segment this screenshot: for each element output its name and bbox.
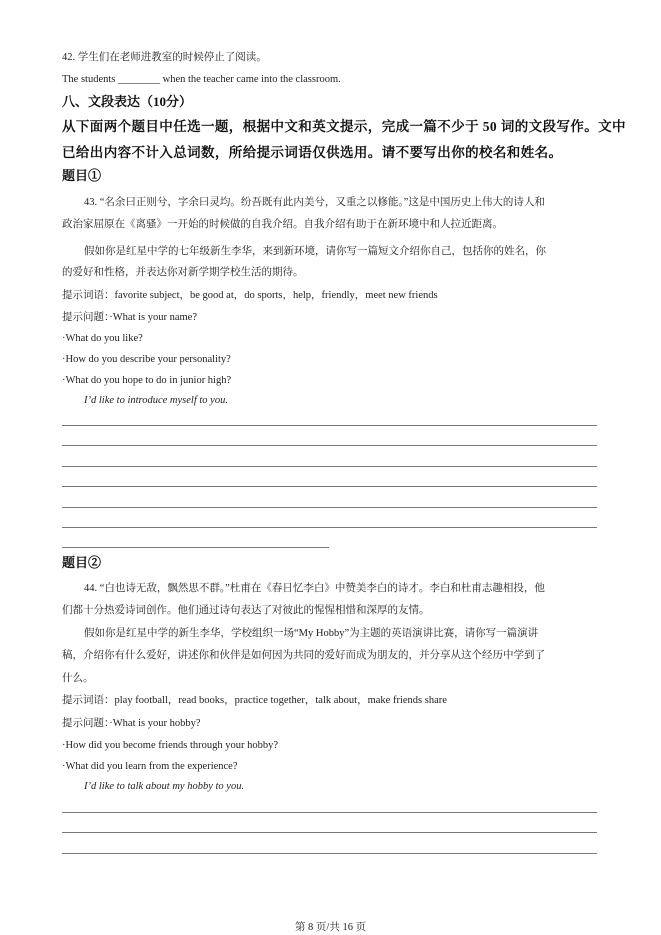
topic2-hint-question: 提示问题：·What is your hobby?: [62, 718, 201, 729]
topic2-para: 假如你是红星中学的新生李华，学校组织一场“My Hobby”为主题的英语演讲比赛，请你写一篇演讲: [84, 628, 539, 639]
topic1-para: 的爱好和性格，并表达你对新学期学校生活的期待。: [62, 267, 304, 278]
answer-line: [62, 425, 597, 426]
topic2-opening: I’d like to talk about my hobby to you.: [84, 781, 245, 792]
topic2-para: 什么。: [62, 673, 94, 684]
q42-chinese: 42. 学生们在老师进教室的时候停止了阅读。: [62, 52, 267, 63]
answer-line: [62, 853, 597, 854]
answer-line: [62, 486, 597, 487]
topic1-hint-question: ·What do you hope to do in junior high?: [62, 375, 232, 386]
topic1-hint-question: ·What do you like?: [62, 333, 143, 344]
topic1-hint-question: 提示问题：·What is your name?: [62, 312, 198, 323]
topic2-para: 44. “白也诗无敌，飘然思不群。”杜甫在《春日忆李白》中赞美李白的诗才。李白和杜甫志趣相投，他: [84, 583, 545, 594]
answer-line: [62, 507, 597, 508]
q42-english: The students ________ when the teacher came into the classroom.: [62, 74, 341, 85]
answer-line: [62, 527, 597, 528]
answer-line: [62, 466, 597, 467]
topic1-para: 43. “名余曰正则兮，字余曰灵均。纷吾既有此内美兮，又重之以修能。”这是中国历史上伟大的诗人和: [84, 197, 545, 208]
topic2-para: 稿，介绍你有什么爱好，讲述你和伙伴是如何因为共同的爱好而成为朋友的，并分享从这个经历中学到了: [62, 650, 545, 661]
answer-line: [62, 812, 597, 813]
topic1-opening: I’d like to introduce myself to you.: [84, 395, 228, 406]
answer-line: [62, 445, 597, 446]
topic1-hint-words: 提示词语：favorite subject，be good at，do sports，help，friendly，meet new friends: [62, 290, 438, 301]
instructions-line: 已给出内容不计入总词数，所给提示词语仅供选用。请不要写出你的校名和姓名。: [62, 145, 563, 160]
section-title: 八、文段表达（10分）: [62, 94, 193, 109]
topic1-para: 假如你是红星中学的七年级新生李华，来到新环境，请你写一篇短文介绍你自己，包括你的姓名，你: [84, 246, 546, 257]
topic2-title: 题目②: [62, 555, 102, 570]
topic2-hint-words: 提示词语：play football，read books，practice together，talk about，make friends share: [62, 695, 447, 706]
topic1-para: 政治家屈原在《离骚》一开始的时候做的自我介绍。自我介绍有助于在新环境中和人拉近距离。: [62, 219, 503, 230]
answer-line: [62, 547, 329, 548]
answer-line: [62, 832, 597, 833]
topic1-title: 题目①: [62, 168, 102, 183]
topic2-hint-question: ·What did you learn from the experience?: [62, 761, 238, 772]
instructions-line: 从下面两个题目中任选一题，根据中文和英文提示，完成一篇不少于 50 词的文段写作。文中: [62, 119, 626, 134]
topic1-hint-question: ·How do you describe your personality?: [62, 354, 231, 365]
page-footer: 第 8 页/共 16 页: [294, 922, 367, 933]
topic2-hint-question: ·How did you become friends through your hobby?: [62, 740, 279, 751]
topic2-para: 们都十分热爱诗词创作。他们通过诗句表达了对彼此的惺惺相惜和深厚的友情。: [62, 605, 430, 616]
